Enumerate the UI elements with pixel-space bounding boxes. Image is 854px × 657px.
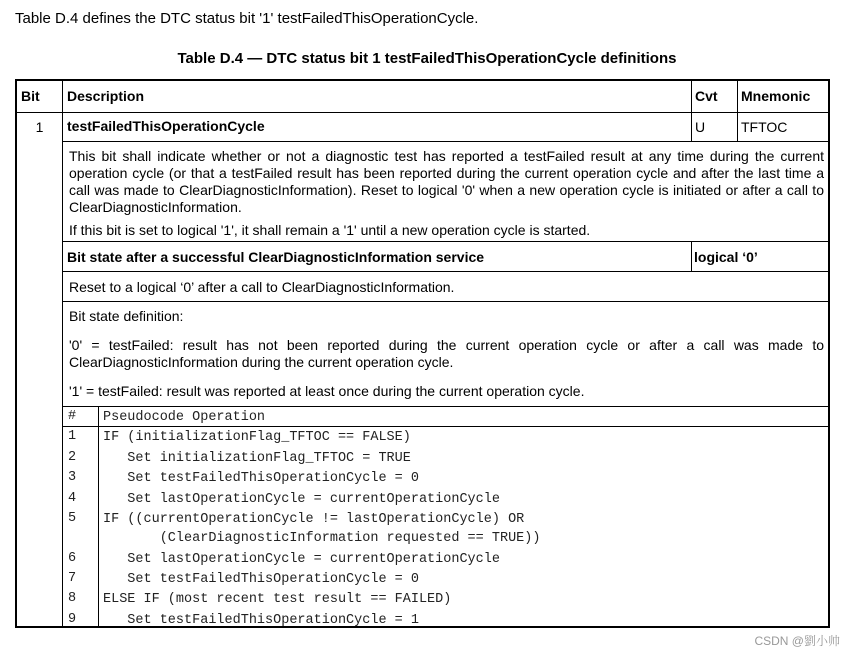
mnemonic-value: TFTOC	[741, 119, 788, 135]
code-line: Set initializationFlag_TFTOC = TRUE	[103, 451, 411, 466]
description-paragraph: This bit shall indicate whether or not a diagnostic test has reported a testFailed result at any time during the current operation cycle (or that a testFailed result has been reported during the current operation cycle and after the last time a call was made to ClearDiagnosticInformation). Reset to logical '0' when a new operation cycle is initiated or after a call to ClearDiagnosticInformation.	[69, 148, 824, 215]
header-mnemonic: Mnemonic	[741, 88, 811, 104]
line-number: 3	[68, 470, 77, 485]
bitstate-zero: '0' = testFailed: result has not been reported during the current operation cycle or after a call was made to ClearDiagnosticInformation during the current operation cycle.	[69, 337, 824, 370]
dtc-table	[15, 79, 830, 628]
pseudocode-op-header: Pseudocode Operation	[103, 410, 266, 425]
line-number: 8	[68, 591, 77, 606]
code-line: (ClearDiagnosticInformation requested == TRUE))	[103, 531, 541, 546]
line-number: 5	[68, 511, 77, 526]
line-number: 7	[68, 571, 77, 586]
line-number: 4	[68, 491, 77, 506]
bit-name: testFailedThisOperationCycle	[67, 118, 265, 134]
line-number: 6	[68, 551, 77, 566]
code-line: Set lastOperationCycle = currentOperationCycle	[103, 552, 500, 567]
code-line: Set lastOperationCycle = currentOperationCycle	[103, 492, 500, 507]
header-cvt: Cvt	[695, 88, 718, 104]
clear-text: Reset to a logical ‘0’ after a call to ClearDiagnosticInformation.	[69, 279, 455, 295]
cvt-value: U	[695, 119, 706, 135]
table-caption: Table D.4 — DTC status bit 1 testFailedThisOperationCycle definitions	[177, 50, 677, 67]
pseudocode-num-header: #	[68, 409, 77, 424]
code-line: Set testFailedThisOperationCycle = 0	[103, 572, 419, 587]
intro-text: Table D.4 defines the DTC status bit '1' testFailedThisOperationCycle.	[15, 10, 479, 27]
header-description: Description	[67, 88, 145, 104]
line-number: 9	[68, 612, 77, 627]
clear-label: Bit state after a successful ClearDiagnosticInformation service	[67, 249, 485, 265]
code-line: ELSE IF (most recent test result == FAILED)	[103, 592, 452, 607]
line-number: 2	[68, 450, 77, 465]
code-line: IF ((currentOperationCycle != lastOperationCycle) OR	[103, 512, 525, 527]
bitstate-one: '1' = testFailed: result was reported at least once during the current operation cycle.	[69, 383, 585, 399]
code-line: Set testFailedThisOperationCycle = 0	[103, 471, 419, 486]
watermark: CSDN @劉小帅	[754, 634, 840, 648]
clear-value: logical ‘0’	[694, 249, 758, 265]
code-line: Set testFailedThisOperationCycle = 1	[103, 613, 419, 628]
header-bit: Bit	[21, 88, 40, 104]
bitstate-title: Bit state definition:	[69, 308, 184, 324]
code-line: IF (initializationFlag_TFTOC == FALSE)	[103, 430, 411, 445]
bit-number: 1	[35, 119, 44, 135]
line-number: 1	[68, 429, 77, 444]
description-note: If this bit is set to logical '1', it shall remain a '1' until a new operation cycle is started.	[69, 222, 591, 238]
